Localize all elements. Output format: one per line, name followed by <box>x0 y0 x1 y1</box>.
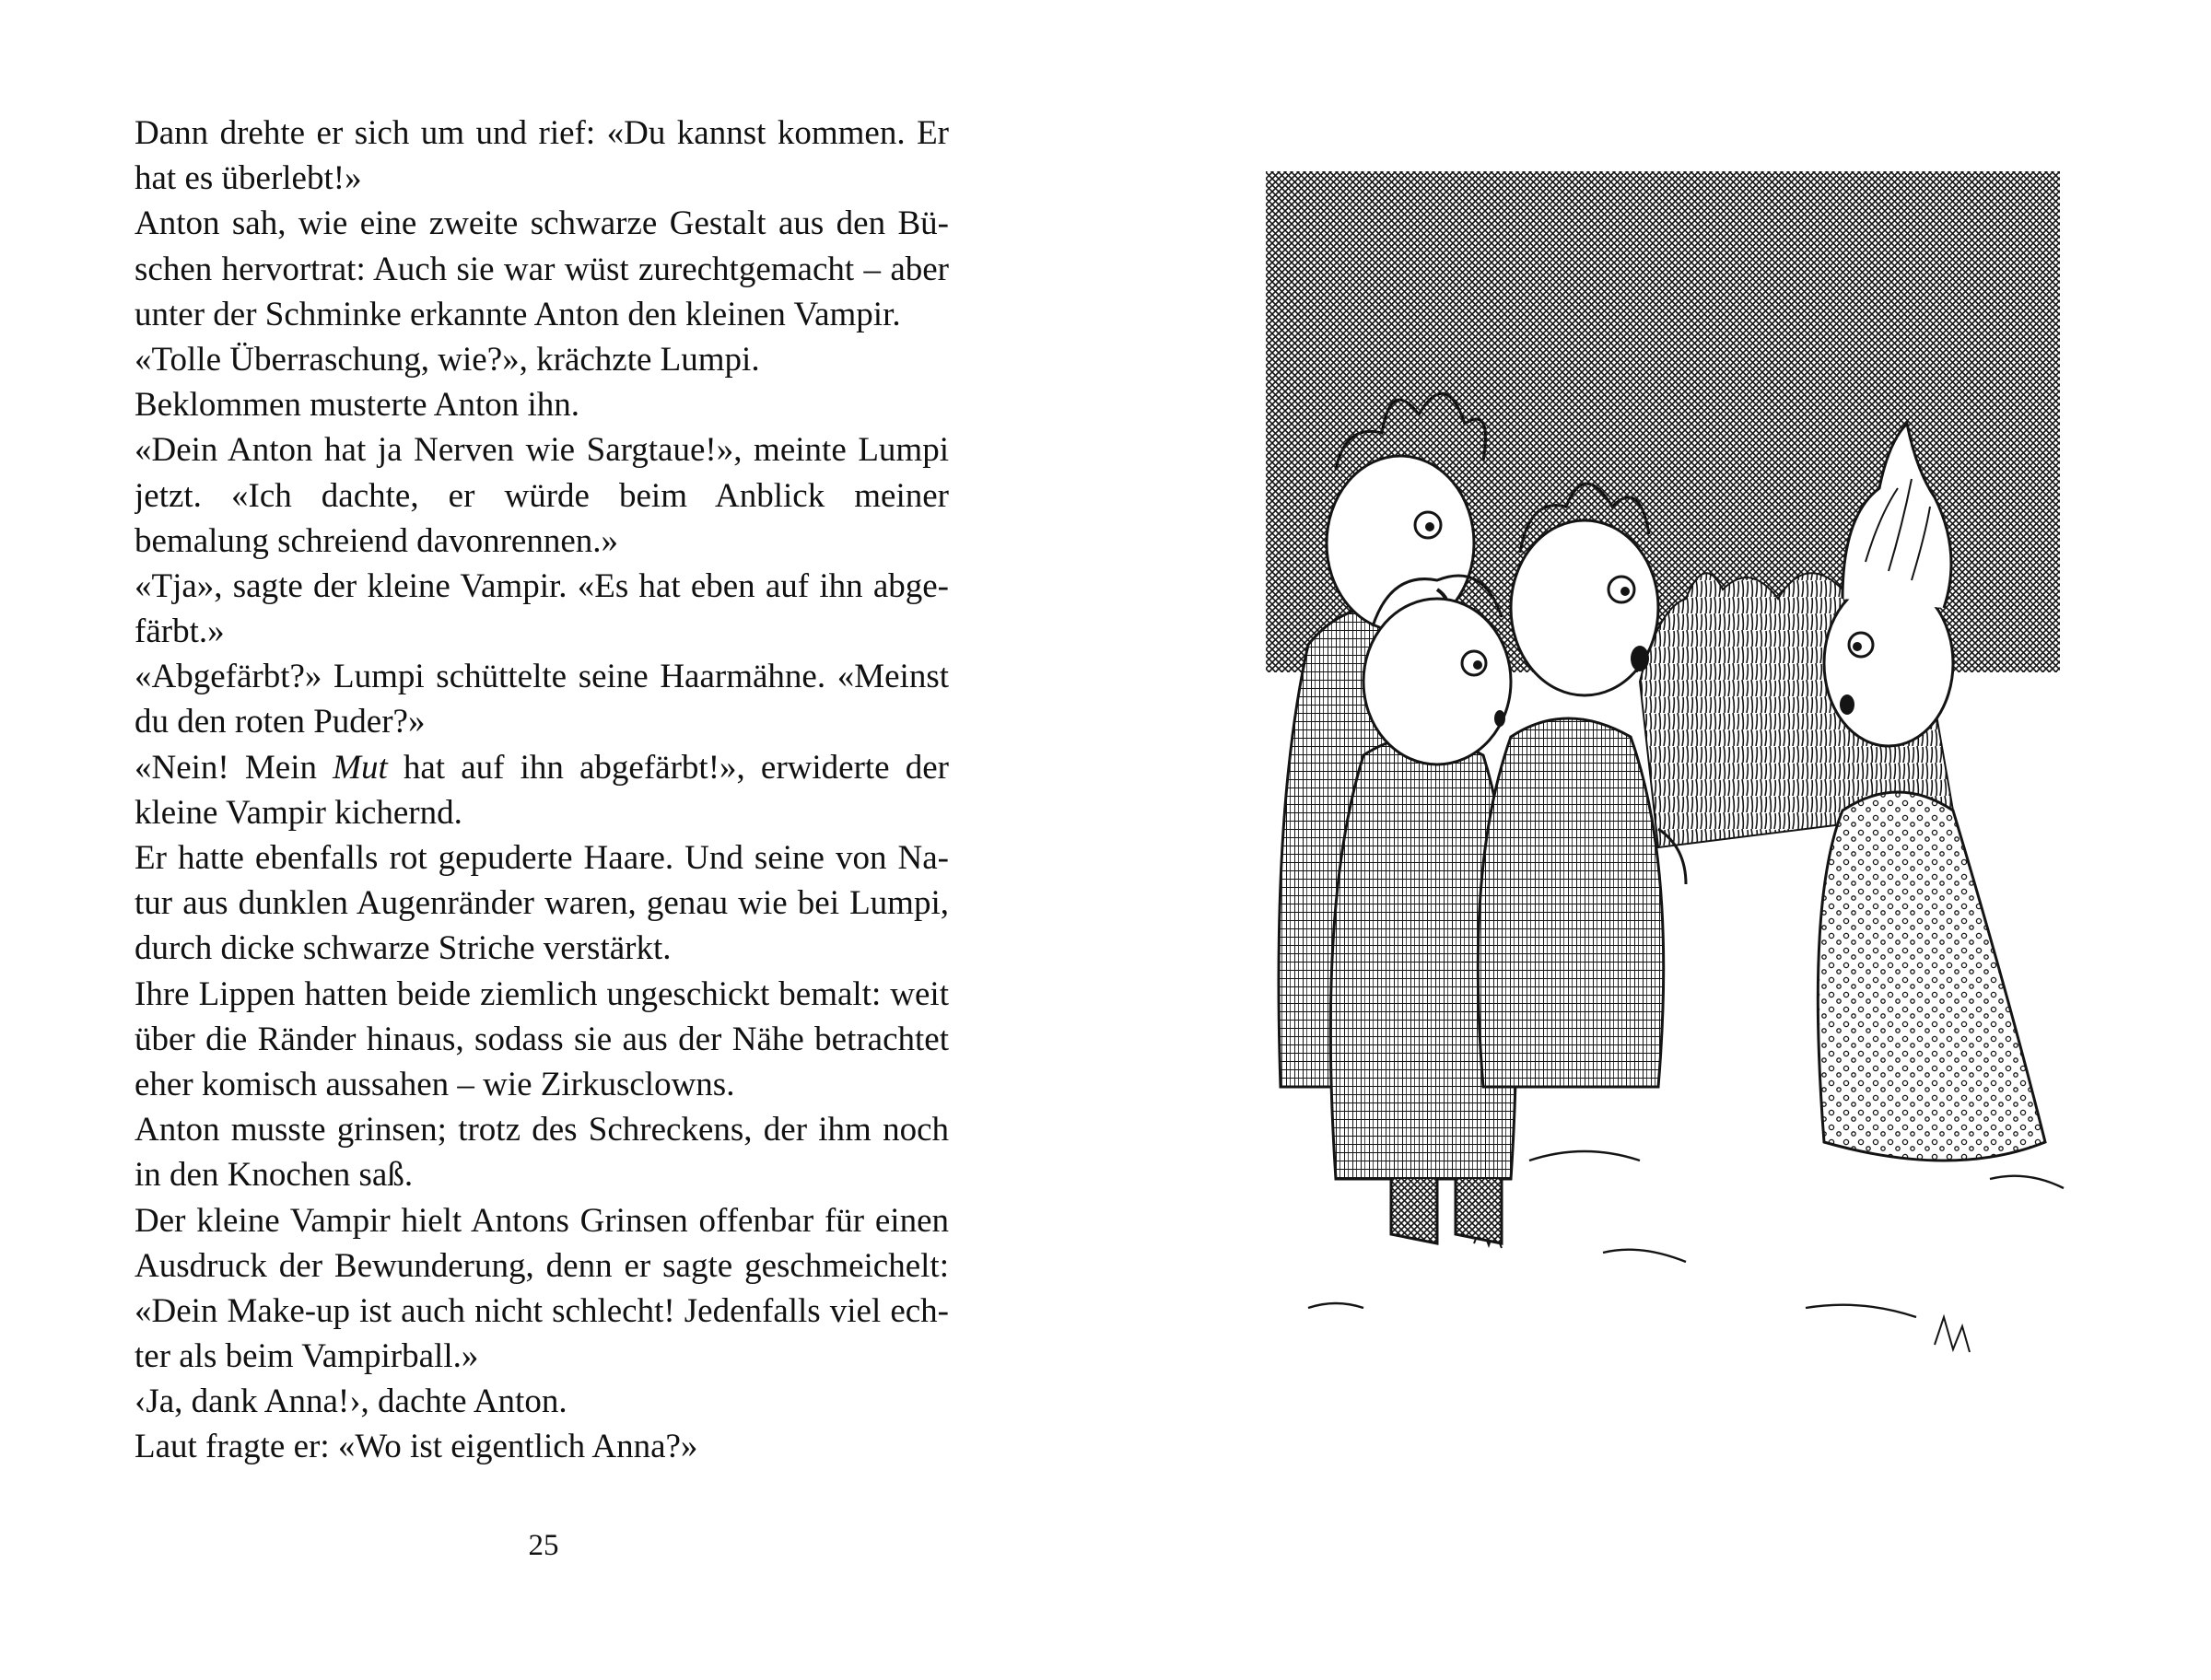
text-line: Er hatte ebenfalls rot gepuderte Haare. Und seine von Na- <box>135 839 949 877</box>
text-line: tur aus dunklen Augenränder waren, genau wie bei Lumpi, <box>135 884 949 923</box>
text-line: Ausdruck der Bewunderung, denn er sagte geschmeichelt: <box>135 1246 949 1285</box>
text-line: hat es überlebt!» <box>135 159 362 198</box>
page-number: 25 <box>528 1529 559 1562</box>
text-line: über die Ränder hinaus, sodass sie aus der Nähe betrachtet <box>135 1020 949 1058</box>
text-fragment: «Nein! Mein <box>135 748 333 787</box>
text-line: «Abgefärbt?» Lumpi schüttelte seine Haarmähne. «Meinst <box>135 658 949 696</box>
text-line: kleine Vampir kichernd. <box>135 793 462 832</box>
text-line: unter der Schminke erkannte Anton den kleinen Vampir. <box>135 295 901 333</box>
text-line: bemalung schreiend davonrennen.» <box>135 521 619 560</box>
text-line: Dann drehte er sich um und rief: «Du kannst kommen. Er <box>135 114 949 152</box>
text-line: Beklommen musterte Anton ihn. <box>135 386 580 425</box>
text-line: eher komisch aussahen – wie Zirkusclowns. <box>135 1065 735 1103</box>
emphasis: Mut <box>333 748 388 787</box>
text-line: Anton musste grinsen; trotz des Schreckens, der ihm noch <box>135 1111 949 1149</box>
body-text <box>135 111 949 1470</box>
text-line: «Dein Make-up ist auch nicht schlecht! Jedenfalls viel ech- <box>135 1291 949 1330</box>
text-line: Laut fragte er: «Wo ist eigentlich Anna?» <box>135 1428 698 1466</box>
text-line: du den roten Puder?» <box>135 703 426 741</box>
text-line: schen hervortrat: Auch sie war wüst zurechtgemacht – aber <box>135 250 949 288</box>
text-line: jetzt. «Ich dachte, er würde beim Anblick meiner <box>135 476 949 515</box>
text-line: ‹Ja, dank Anna!›, dachte Anton. <box>135 1382 567 1421</box>
text-line: «Dein Anton hat ja Nerven wie Sargtaue!», meinte Lumpi <box>135 431 949 470</box>
text-line: durch dicke schwarze Striche verstärkt. <box>135 929 672 968</box>
text-line: «Tja», sagte der kleine Vampir. «Es hat eben auf ihn abge- <box>135 566 949 605</box>
text-line: «Tolle Überraschung, wie?», krächzte Lumpi. <box>135 340 760 379</box>
text-line: ter als beim Vampirball.» <box>135 1337 479 1376</box>
illustration-graveyard-vampires <box>1253 166 2211 1382</box>
text-line: Ihre Lippen hatten beide ziemlich ungeschickt bemalt: weit <box>135 974 949 1013</box>
text-line <box>135 745 949 790</box>
text-line: Der kleine Vampir hielt Antons Grinsen offenbar für einen <box>135 1201 949 1240</box>
text-line: Anton sah, wie eine zweite schwarze Gestalt aus den Bü- <box>135 204 949 243</box>
text-fragment: hat auf ihn abgefärbt!», erwiderte der <box>387 748 949 787</box>
text-line: färbt.» <box>135 612 225 651</box>
text-line: in den Knochen saß. <box>135 1156 414 1195</box>
